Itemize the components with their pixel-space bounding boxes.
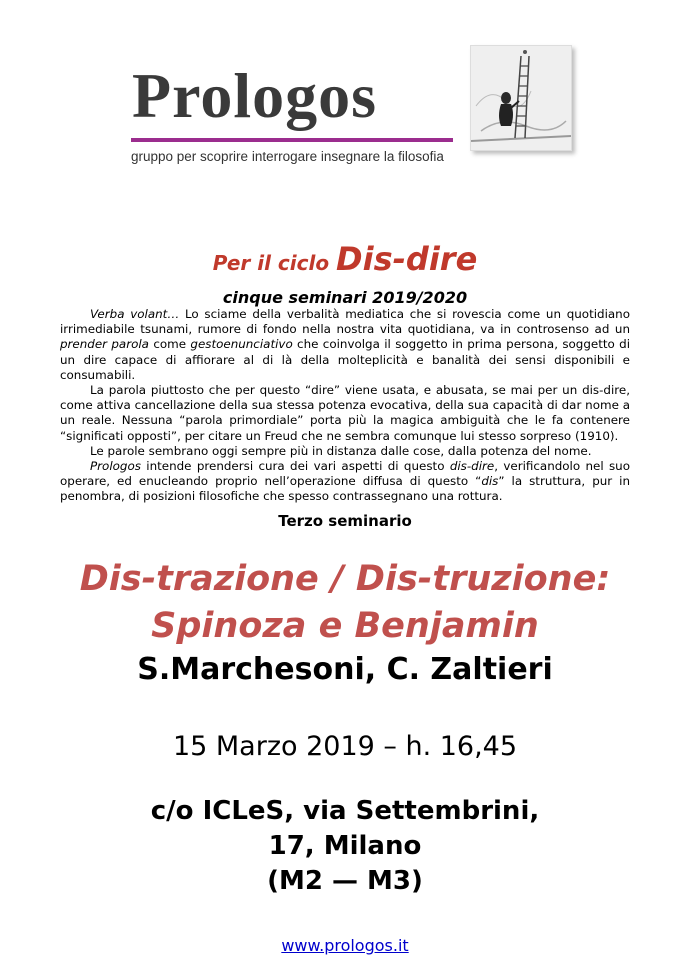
intro-paragraph bbox=[60, 383, 630, 444]
text-run: ” la struttura, pur in penombra, di posizioni filosofiche che spesso contrassegnano una rottura. bbox=[60, 474, 631, 504]
text-run: prender parola bbox=[60, 337, 149, 352]
logo-tagline: gruppo per scoprire interrogare insegnare la filosofia bbox=[131, 149, 444, 164]
text-run: intende prendersi cura dei vari aspetti di questo bbox=[140, 459, 450, 474]
etching-ladder-figure-icon bbox=[470, 45, 572, 151]
event-date: 15 Marzo 2019 – h. 16,45 bbox=[172, 731, 518, 762]
seminar-title-line-1: Dis-trazione / Dis-truzione: bbox=[79, 559, 611, 599]
seminar-title-line-2: Spinoza e Benjamin bbox=[151, 606, 539, 646]
website-link[interactable]: www.prologos.it bbox=[281, 936, 409, 955]
text-run: Le parole sembrano oggi sempre più in distanza dalle cose, dalla potenza del nome. bbox=[90, 443, 592, 458]
logo-wordmark: Prologos bbox=[132, 60, 378, 131]
cycle-prefix: Per il ciclo bbox=[212, 251, 337, 275]
website-footer bbox=[0, 936, 690, 955]
intro-paragraph bbox=[60, 459, 630, 505]
cycle-heading bbox=[0, 240, 690, 278]
seminar-title bbox=[0, 556, 690, 650]
text-run: gestoenunciativo bbox=[190, 337, 293, 352]
speakers: S.Marchesoni, C. Zaltieri bbox=[137, 652, 553, 687]
text-run: come bbox=[148, 337, 191, 352]
venue-line-1: c/o ICLeS, via Settembrini, bbox=[150, 796, 540, 826]
text-run: La parola piuttosto che per questo “dire” viene usata, e abusata, se mai per un dis-dire, come attiva cancellazione della sua stessa potenza evocativa, della sua capacità di dar nome a un reale. Nessuna “parola primordiale” porta più la magica ambiguità che le fa contenere “significati opposti”, per citare un Freud che ne sembra comunque lui stesso sorpreso (1910). bbox=[60, 383, 630, 443]
text-run: Lo sciame della verbalità mediatica che si rovescia come un quotidiano irrimediabile tsunami, rumore di fondo nella nostra vita quotidiana, va in controsenso ad un bbox=[60, 307, 630, 337]
venue-line-2: 17, Milano bbox=[268, 831, 422, 861]
intro-text bbox=[60, 307, 630, 505]
venue bbox=[0, 794, 690, 899]
text-run: che coinvolga il soggetto in prima persona, soggetto di un dire capace di affiorare al di là della molteplicità e banalità dei sensi disponibili e consumabili. bbox=[60, 337, 630, 382]
text-run: , verificandolo nel suo operare, ed enucleando proprio nell’operazione diffusa di questo “ bbox=[60, 459, 630, 489]
text-run: dis bbox=[481, 474, 499, 489]
text-run: Prologos bbox=[90, 459, 141, 474]
intro-paragraph bbox=[60, 307, 630, 383]
text-run: Verba volant… bbox=[90, 307, 180, 321]
cycle-name: Dis-dire bbox=[336, 240, 478, 278]
venue-line-3: (M2 — M3) bbox=[267, 866, 423, 896]
seminar-label: Terzo seminario bbox=[278, 512, 412, 530]
logo-underline-bar bbox=[131, 138, 453, 142]
text-run: dis-dire bbox=[449, 459, 495, 474]
intro-paragraph bbox=[60, 444, 630, 459]
series-subtitle: cinque seminari 2019/2020 bbox=[222, 288, 468, 307]
